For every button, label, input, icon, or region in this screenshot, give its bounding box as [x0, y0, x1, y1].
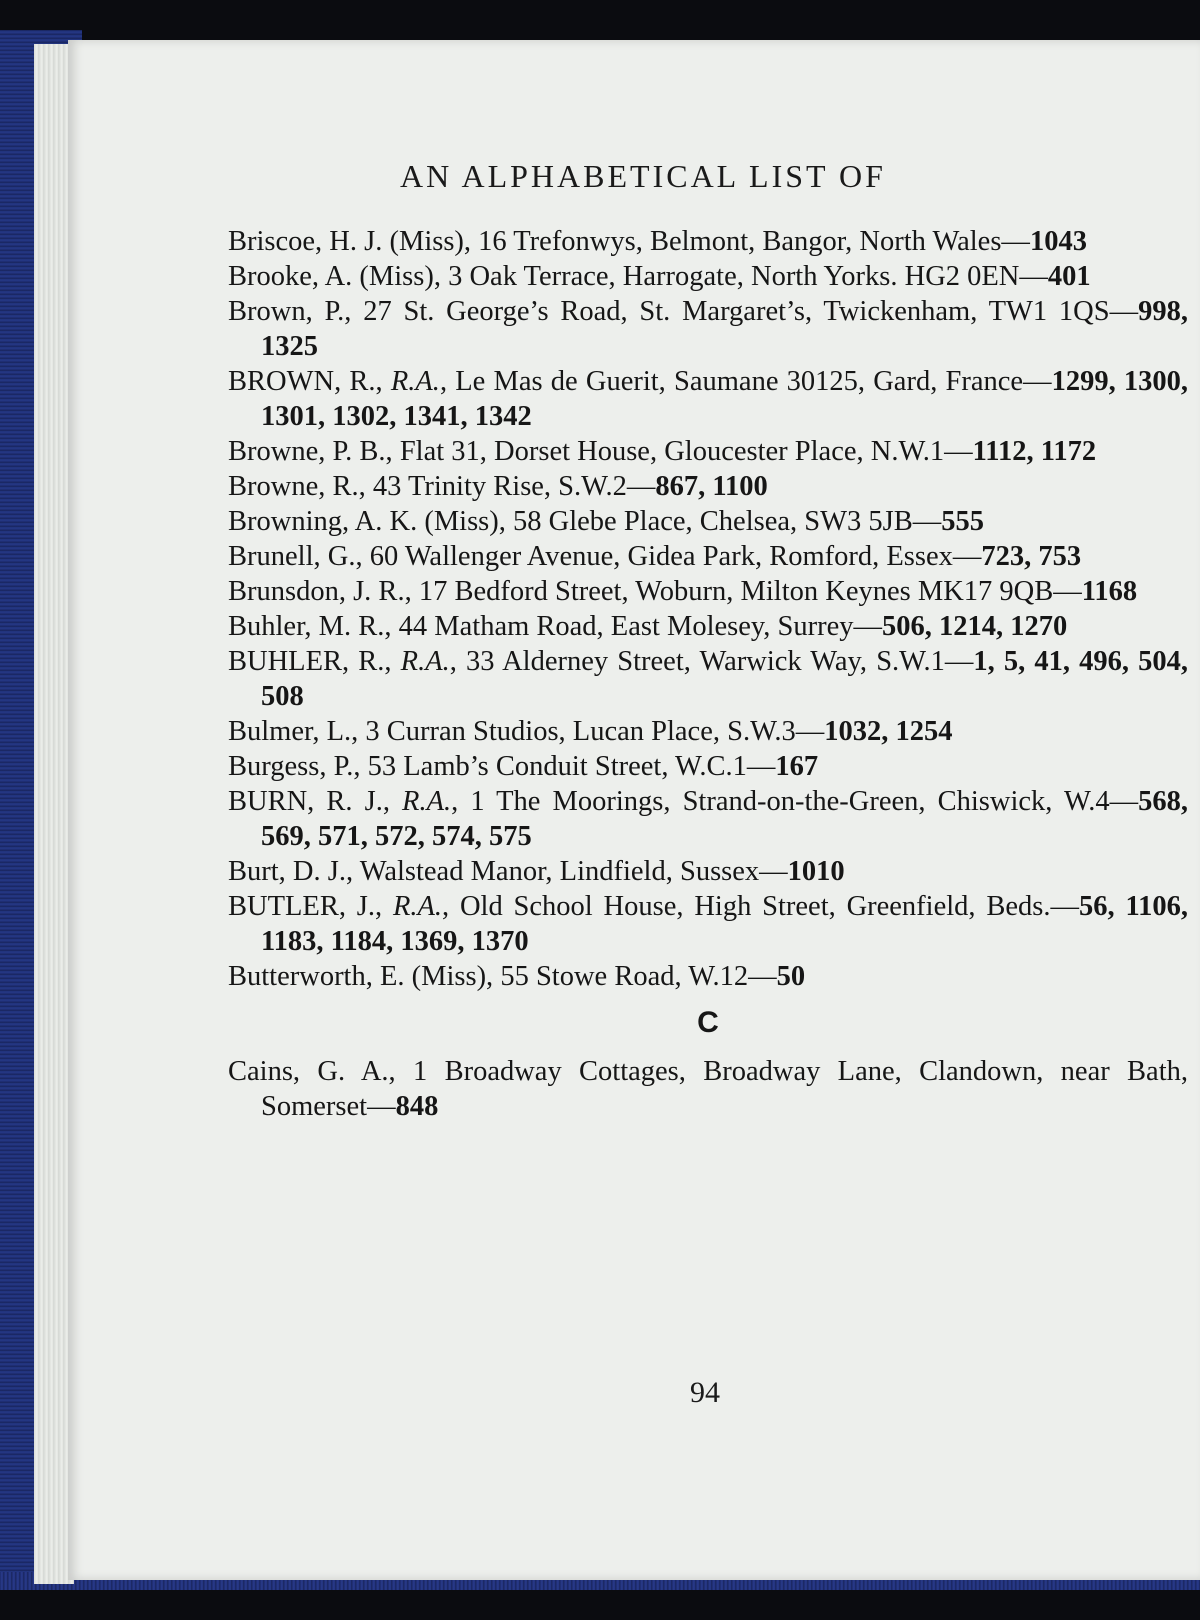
entry-name: Burt, D. J., [228, 856, 354, 887]
entry-name: Browne, P. B., [228, 436, 393, 467]
entry-catalogue-numbers: 555 [941, 506, 984, 537]
entry-address: , Le Mas de Guerit, Saumane 30125, Gard, France— [439, 366, 1052, 397]
entry-catalogue-numbers: 1, 5, 41, 496, 504, 508 [261, 646, 1189, 712]
entry-catalogue-numbers: 56, 1106, 1183, 1184, 1369, 1370 [261, 891, 1189, 957]
entry-catalogue-numbers: 1032, 1254 [824, 716, 953, 747]
entry-catalogue-numbers: 1043 [1029, 226, 1087, 257]
page-heading: AN ALPHABETICAL LIST OF [400, 158, 886, 194]
entry-name: Browning, A. K. (Miss), [228, 506, 506, 537]
entry-catalogue-numbers: 1299, 1300, 1301, 1302, 1341, 1342 [261, 366, 1189, 432]
entry-catalogue-numbers: 1112, 1172 [972, 436, 1097, 467]
entry-catalogue-numbers: 723, 753 [981, 541, 1082, 572]
directory-entry [228, 854, 1188, 889]
entry-name: Burgess, P., [228, 751, 361, 782]
entry-academician: R.A. [382, 891, 443, 922]
entry-catalogue-numbers: 1168 [1081, 576, 1138, 607]
entry-address: 3 Curran Studios, Lucan Place, S.W.3— [358, 716, 825, 747]
entry-name: Brown, P., [228, 296, 352, 327]
entry-name: Brunsdon, J. R., [228, 576, 412, 607]
entry-catalogue-numbers: 506, 1214, 1270 [882, 611, 1068, 642]
directory-entry [228, 504, 1188, 539]
directory-entry [228, 434, 1188, 469]
entry-academician: R.A. [389, 786, 452, 817]
entry-name: Browne, R., [228, 471, 366, 502]
directory-entry [228, 224, 1188, 259]
directory-entry [228, 714, 1188, 749]
entry-address: 58 Glebe Place, Chelsea, SW3 5JB— [505, 506, 942, 537]
entry-address: 44 Matham Road, East Molesey, Surrey— [391, 611, 883, 642]
section-letter: C [697, 1006, 719, 1039]
entry-catalogue-numbers: 401 [1047, 261, 1091, 292]
entry-catalogue-numbers: 167 [775, 751, 819, 782]
entries-section-c [228, 1054, 1188, 1124]
entry-address: 17 Bedford Street, Woburn, Milton Keynes MK17 9QB— [411, 576, 1082, 607]
entry-address: Flat 31, Dorset House, Gloucester Place, N.W.1— [392, 436, 973, 467]
page-number: 94 [690, 1376, 720, 1409]
directory-entry [228, 259, 1188, 294]
entry-name: BROWN, R., [228, 366, 383, 397]
entry-catalogue-numbers: 867, 1100 [655, 471, 768, 502]
entry-address: , Old School House, High Street, Greenfield, Beds.— [442, 891, 1079, 922]
entry-academician: R.A. [382, 366, 440, 397]
entry-name: Brunell, G., [228, 541, 363, 572]
directory-entry [228, 609, 1188, 644]
entry-name: BURN, R. J., [228, 786, 390, 817]
entry-address: 16 Trefonwys, Belmont, Bangor, North Wales— [471, 226, 1030, 257]
entry-name: Brooke, A. (Miss), [228, 261, 441, 292]
directory-entry [228, 1054, 1188, 1124]
entry-name: Buhler, M. R., [228, 611, 392, 642]
entry-catalogue-numbers: 568, 569, 571, 572, 574, 575 [261, 786, 1188, 852]
entry-catalogue-numbers: 50 [776, 961, 806, 992]
directory-entry [228, 469, 1188, 504]
directory-entry [228, 294, 1188, 364]
entry-address: 3 Oak Terrace, Harrogate, North Yorks. HG2 0EN— [440, 261, 1048, 292]
entry-name: Briscoe, H. J. (Miss), [228, 226, 472, 257]
entry-list [228, 224, 1188, 1124]
entry-address: 55 Stowe Road, W.12— [493, 961, 777, 992]
entry-address: 27 St. George’s Road, St. Margaret’s, Twickenham, TW1 1QS— [351, 296, 1139, 327]
entry-address: 43 Trinity Rise, S.W.2— [365, 471, 656, 502]
entry-name: Butterworth, E. (Miss), [228, 961, 494, 992]
entries-section-b [228, 224, 1188, 994]
entry-address: Walstead Manor, Lindfield, Sussex— [353, 856, 788, 887]
directory-entry [228, 889, 1188, 959]
directory-entry [228, 749, 1188, 784]
entry-address: 60 Wallenger Avenue, Gidea Park, Romford, Essex— [362, 541, 982, 572]
entry-name: Cains, G. A., [228, 1056, 396, 1087]
entry-address: 53 Lamb’s Conduit Street, W.C.1— [360, 751, 776, 782]
entry-name: BUTLER, J., [228, 891, 383, 922]
directory-entry [228, 784, 1188, 854]
entry-academician: R.A. [391, 646, 450, 677]
directory-entry [228, 959, 1188, 994]
directory-entry [228, 364, 1188, 434]
directory-entry [228, 574, 1188, 609]
entry-catalogue-numbers: 848 [395, 1091, 439, 1122]
directory-entry [228, 644, 1188, 714]
entry-name: BUHLER, R., [228, 646, 392, 677]
directory-entry [228, 539, 1188, 574]
entry-catalogue-numbers: 1010 [787, 856, 845, 887]
entry-address: , 1 The Moorings, Strand-on-the-Green, Chiswick, W.4— [451, 786, 1139, 817]
entry-catalogue-numbers: 998, 1325 [261, 296, 1188, 362]
entry-name: Bulmer, L., [228, 716, 359, 747]
entry-address: , 33 Alderney Street, Warwick Way, S.W.1— [449, 646, 974, 677]
entry-address: 1 Broadway Cottages, Broadway Lane, Clandown, near Bath, Somerset— [261, 1056, 1189, 1122]
